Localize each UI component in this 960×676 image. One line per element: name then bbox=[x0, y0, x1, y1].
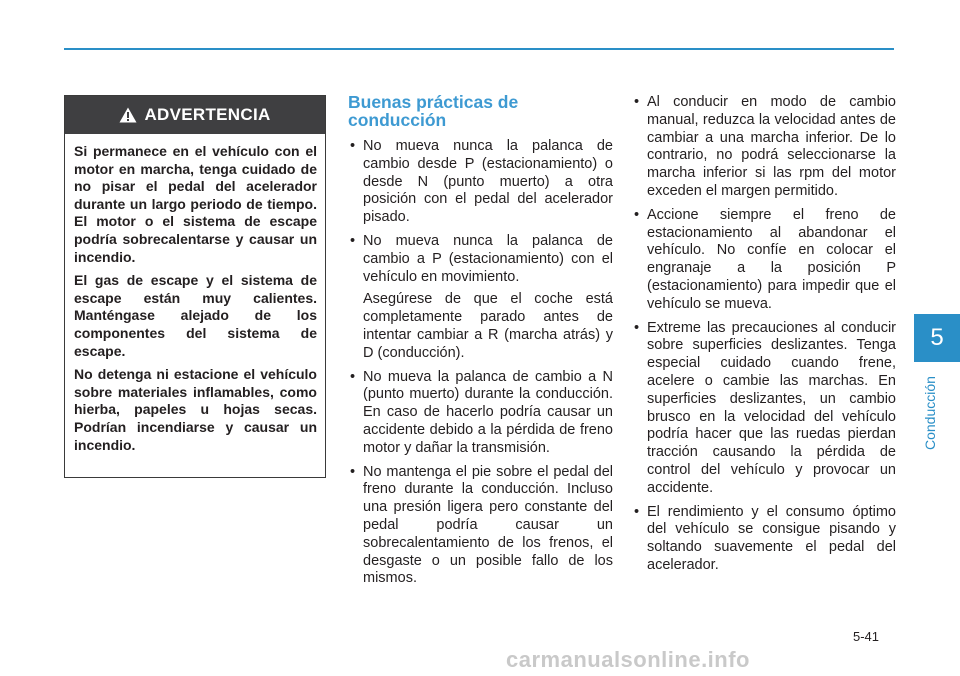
section-title: Buenas prácticas de conducción bbox=[348, 92, 519, 130]
list-item: • No mueva nunca la palanca de cambio desde P (estacionamiento) o desde N (punto muerto) a otra posición con el pedal del acelerador pisado. bbox=[348, 138, 613, 227]
warning-box bbox=[64, 95, 326, 478]
right-column bbox=[632, 94, 896, 581]
middle-column bbox=[348, 94, 613, 594]
list-item: • No mantenga el pie sobre el pedal del freno durante la conducción. Incluso una presión ligera pero constante del pedal podría causar un sobrecalentamiento de los frenos, el desgaste o un posible fallo de los mismos. bbox=[348, 464, 613, 589]
warning-paragraph: No detenga ni estacione el vehículo sobre materiales inflamables, como hierba, papeles u hojas secas. Podrían incendiarse y causar un incendio. bbox=[74, 366, 317, 453]
list-item: • Accione siempre el freno de estacionamiento al abandonar el vehículo. No confíe en colocar el engranaje a la posición P (estacionamiento) para impedir que el vehículo se mueva. bbox=[632, 207, 896, 314]
bullet-list bbox=[632, 94, 896, 575]
watermark: carmanualsonline.info bbox=[506, 647, 750, 672]
list-item: • Extreme las precauciones al conducir sobre superficies deslizantes. Tenga especial cuidado cuando frene, acelere o cambie las marchas. En superficies deslizantes, un cambio brusco en la velocidad del vehículo podría hacer que las ruedas pierdan tracción causando la pérdida de control del vehículo y provocar un accidente. bbox=[632, 320, 896, 498]
bullet-list bbox=[348, 138, 613, 588]
warning-triangle-icon bbox=[119, 107, 137, 123]
list-item: • No mueva la palanca de cambio a N (punto muerto) durante la conducción. En caso de hacerlo podría causar un accidente debido a la pérdida de freno motor y dañar la transmisión. bbox=[348, 369, 613, 458]
chapter-tab: 5 bbox=[914, 314, 960, 362]
warning-title: ADVERTENCIA bbox=[144, 105, 271, 124]
warning-body bbox=[65, 134, 325, 454]
top-rule bbox=[64, 48, 894, 50]
warning-header bbox=[65, 96, 325, 134]
list-item-continuation: Asegúrese de que el coche está completamente parado antes de intentar cambiar a R (marcha atrás) y D (conducción). bbox=[363, 291, 613, 361]
warning-paragraph: Si permanece en el vehículo con el motor en marcha, tenga cuidado de no pisar el pedal del acelerador durante un largo periodo de tiempo. El motor o el sistema de escape podría sobrecalentarse y causar un incendio. bbox=[74, 143, 317, 265]
chapter-label: Conducción bbox=[922, 376, 938, 450]
page-number: 5-41 bbox=[853, 629, 880, 644]
warning-paragraph: El gas de escape y el sistema de escape están muy calientes. Manténgase alejado de los componentes del sistema de escape. bbox=[74, 272, 317, 359]
list-item: • El rendimiento y el consumo óptimo del vehículo se consigue pisando y soltando suavemente el pedal del acelerador. bbox=[632, 504, 896, 575]
list-item: • No mueva nunca la palanca de cambio a P (estacionamiento) con el vehículo en movimiento. bbox=[348, 233, 613, 286]
list-item: • Al conducir en modo de cambio manual, reduzca la velocidad antes de cambiar a una marcha inferior. De lo contrario, no podrá seleccionarse la marcha inferior si las rpm del motor exceden el margen permitido. bbox=[632, 94, 896, 201]
